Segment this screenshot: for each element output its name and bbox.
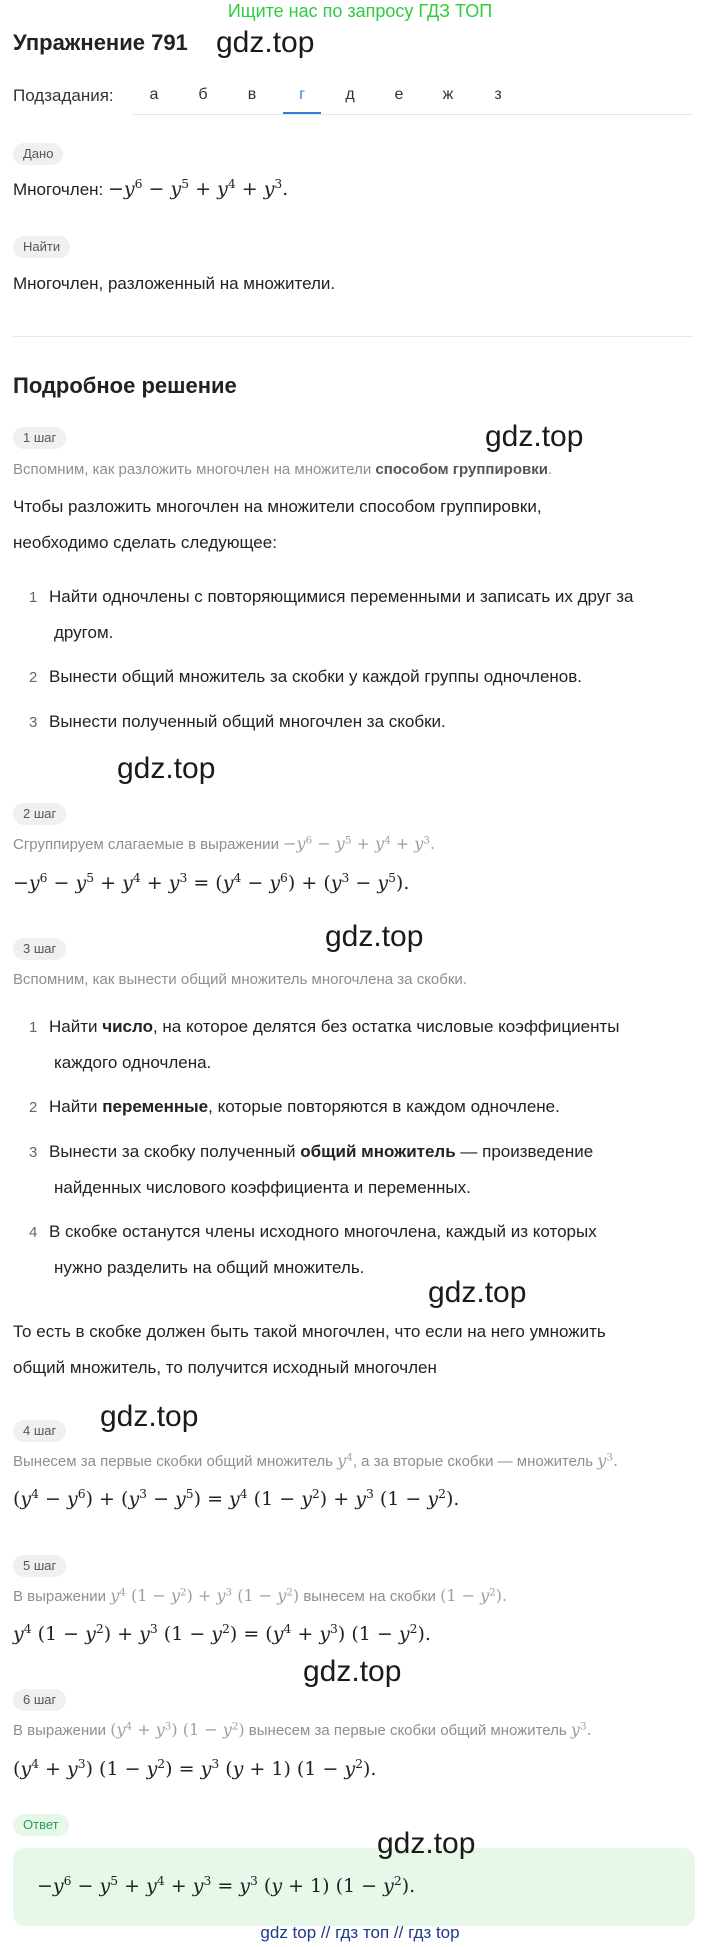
step5-hint-pre: В выражении: [13, 1588, 111, 1605]
step1-item3: Вынести полученный общий многочлен за скобки.: [49, 712, 446, 731]
tab-d[interactable]: д: [345, 86, 355, 103]
step1-para1: Чтобы разложить многочлен на множители способом группировки,: [13, 497, 542, 516]
given-text: Многочлен:: [13, 180, 108, 199]
find-text: Многочлен, разложенный на множители.: [13, 274, 336, 293]
step5-badge: 5 шаг: [13, 1555, 66, 1577]
exercise-title: Упражнение 791: [13, 30, 188, 55]
tab-z[interactable]: з: [494, 86, 502, 103]
watermark: gdz.top: [303, 1655, 402, 1688]
step1-para2: необходимо сделать следующее:: [13, 533, 277, 552]
given-row: [13, 178, 288, 200]
step4-formula: $(y^4 - y^6) + (y^3 - y^5) = y^4$ $(1 - y^2) + y^3$ $(1 - y^2)$.: [13, 1487, 460, 1510]
tab-b[interactable]: б: [198, 86, 208, 103]
step1-hint-end: .: [547, 461, 553, 478]
watermark: gdz.top: [377, 1827, 476, 1860]
step3-item4-line1: В скобке останутся члены исходного многочлена, каждый из которых: [49, 1222, 597, 1241]
step2-formula: $-y^6 - y^5 + y^4 + y^3 = (y^4 - y^6) + (y^3 - y^5)$.: [13, 871, 410, 894]
step1-hint-bold: способом группировки: [375, 461, 548, 478]
footer-links[interactable]: gdz top // гдз топ // гдз top: [260, 1923, 460, 1942]
list-number: 2: [29, 1099, 38, 1116]
given-badge: Дано: [13, 143, 63, 165]
list-number: 4: [29, 1224, 38, 1241]
step6-hint-formula: $y^3$.: [570, 1720, 592, 1739]
step4-badge: 4 шаг: [13, 1420, 66, 1442]
subtasks-label: Подзадания:: [13, 86, 114, 105]
step4-hint-mid: , а за вторые скобки — множитель: [352, 1453, 598, 1470]
section-divider: [13, 336, 693, 337]
step3-item2-post: , которые повторяются в каждом одночлене.: [208, 1097, 560, 1116]
step3-item1-pre: Найти: [49, 1017, 103, 1036]
step2-badge: 2 шаг: [13, 803, 66, 825]
step4-hint-formula: $y^4$: [337, 1451, 353, 1470]
watermark: gdz.top: [216, 26, 315, 59]
tab-zh[interactable]: ж: [442, 86, 454, 103]
list-number: 2: [29, 669, 38, 686]
step3-item1-line1: [49, 1017, 620, 1037]
step5-hint-formula: $y^4$ $(1 - y^2) + y^3$ $(1 - y^2)$: [110, 1586, 300, 1605]
tab-g-active[interactable]: г: [299, 86, 305, 103]
step3-item1-line2: каждого одночлена.: [54, 1053, 212, 1072]
step1-hint: [13, 461, 552, 478]
step5-formula: $y^4$ $(1 - y^2) + y^3$ $(1 - y^2) = (y^4 + y^3)$ $(1 - y^2)$.: [13, 1622, 431, 1645]
step3-para2: общий множитель, то получится исходный многочлен: [13, 1358, 437, 1377]
step1-item1-line1: Найти одночлены с повторяющимися переменными и записать их друг за: [49, 587, 634, 606]
step3-item4-line2: нужно разделить на общий множитель.: [54, 1258, 365, 1277]
step2-hint-text: Сгруппируем слагаемые в выражении: [13, 836, 284, 853]
step6-badge: 6 шаг: [13, 1689, 66, 1711]
step3-badge: 3 шаг: [13, 938, 66, 960]
step5-hint: [13, 1586, 507, 1606]
step3-item1-post: , на которое делятся без остатка числовые коэффициенты: [152, 1017, 620, 1036]
step3-para1: То есть в скобке должен быть такой многочлен, что если на него умножить: [13, 1322, 606, 1341]
step4-hint: [13, 1451, 618, 1471]
step2-hint-formula: $-y^6 - y^5 + y^4 + y^3$.: [283, 834, 436, 853]
watermark: gdz.top: [428, 1276, 527, 1309]
find-badge: Найти: [13, 236, 70, 258]
watermark: gdz.top: [117, 752, 216, 785]
step4-hint-pre: Вынесем за первые скобки общий множитель: [13, 1453, 338, 1470]
solution-title: Подробное решение: [13, 373, 237, 398]
step3-item2: [49, 1097, 560, 1117]
tab-e[interactable]: е: [394, 86, 404, 103]
search-banner[interactable]: Ищите нас по запросу ГДЗ ТОП: [227, 1, 493, 21]
step3-item2-pre: Найти: [49, 1097, 103, 1116]
step6-hint-formula: $(y^4 + y^3) (1 - y^2)$: [110, 1720, 245, 1739]
answer-formula: $-y^6 - y^5 + y^4 + y^3 = y^3$ (y + 1) $(1 - y^2)$.: [37, 1874, 416, 1897]
step1-hint-text: Вспомним, как разложить многочлен на множители: [13, 461, 376, 478]
step1-item2: Вынести общий множитель за скобки у каждой группы одночленов.: [49, 667, 583, 686]
step6-formula: $(y^4 + y^3) (1 - y^2) = y^3$ (y + 1) $(1 - y^2)$.: [13, 1757, 377, 1780]
step5-hint-mid: вынесем на скобки: [299, 1588, 441, 1605]
list-number: 1: [29, 589, 38, 606]
list-number: 3: [29, 714, 38, 731]
step1-item1-line2: другом.: [54, 623, 114, 642]
list-number: 3: [29, 1144, 38, 1161]
watermark: gdz.top: [100, 1400, 199, 1433]
step6-hint: [13, 1720, 592, 1740]
step1-badge: 1 шаг: [13, 427, 66, 449]
tab-a[interactable]: а: [149, 86, 159, 103]
step3-item3-bold: общий множитель: [300, 1142, 456, 1161]
step6-hint-mid: вынесем за первые скобки общий множитель: [244, 1722, 571, 1739]
answer-badge: Ответ: [13, 1814, 69, 1836]
step3-item3-line2: найденных числового коэффициента и переменных.: [54, 1178, 471, 1197]
tabs-divider: [133, 114, 693, 115]
given-formula: $-y^6 - y^5 + y^4 + y^3$.: [107, 177, 289, 200]
step3-item3-pre: Вынести за скобку полученный: [49, 1142, 301, 1161]
active-tab-indicator: [283, 112, 321, 114]
step2-hint: [13, 834, 435, 854]
step4-hint-formula: $y^3$.: [597, 1451, 619, 1470]
step3-item1-bold: число: [102, 1017, 153, 1036]
watermark: gdz.top: [325, 920, 424, 953]
step6-hint-pre: В выражении: [13, 1722, 111, 1739]
step3-item2-bold: переменные: [102, 1097, 209, 1116]
step3-item3-post: — произведение: [455, 1142, 594, 1161]
list-number: 1: [29, 1019, 38, 1036]
step5-hint-formula: $(1 - y^2)$.: [440, 1586, 508, 1605]
step3-hint: Вспомним, как вынести общий множитель многочлена за скобки.: [13, 971, 467, 988]
tab-v[interactable]: в: [247, 86, 257, 103]
step3-item3-line1: [49, 1142, 593, 1162]
watermark: gdz.top: [485, 420, 584, 453]
